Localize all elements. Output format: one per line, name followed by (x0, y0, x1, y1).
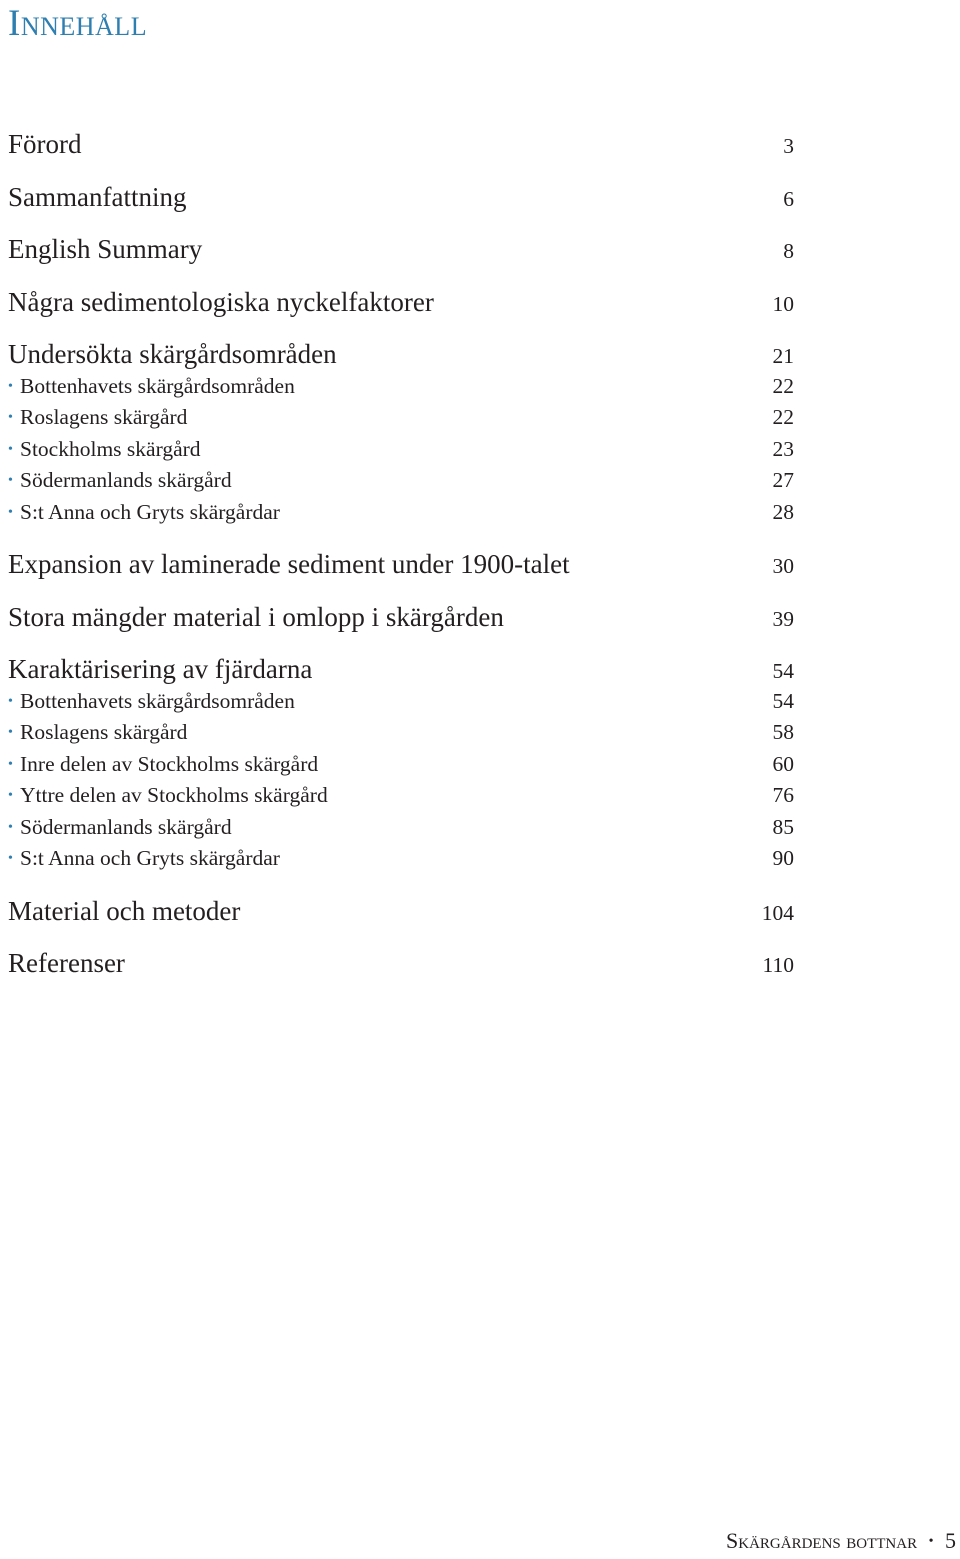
toc-entry[interactable] (8, 591, 794, 644)
toc-entry-label (8, 171, 186, 223)
toc-entry-page: 22 (772, 373, 794, 398)
toc-entry-page: 28 (772, 499, 794, 524)
toc-entry-text: Sammanfattning (8, 181, 187, 212)
toc-entry-label (8, 843, 280, 877)
toc-entry-page: 23 (772, 436, 794, 461)
toc-entry-page: 3 (783, 134, 794, 158)
toc-subentry[interactable] (8, 717, 794, 749)
toc-entry[interactable] (8, 538, 794, 591)
toc-entry-label (8, 402, 187, 436)
toc-entry-text: Stora mängder material i omlopp i skärgården (8, 601, 504, 632)
toc-entry-text: Bottenhavets skärgårdsområden (20, 373, 295, 398)
toc-entry-label (8, 538, 570, 590)
toc-entry-page: 10 (772, 291, 794, 316)
toc-subentry[interactable] (8, 749, 794, 781)
footer-page-number: 5 (945, 1528, 956, 1553)
toc-entry-page: 22 (772, 405, 794, 429)
toc-entry-label (8, 885, 240, 937)
table-of-contents (8, 118, 794, 990)
bullet-icon: • (8, 693, 13, 709)
toc-entry-page: 27 (772, 468, 794, 492)
toc-entry-text: Karaktärisering av fjärdarna (8, 654, 313, 684)
toc-entry-text: Referenser (8, 948, 125, 978)
toc-entry-label (8, 686, 295, 720)
toc-entry-label (8, 780, 328, 814)
toc-entry-text: Roslagens skärgård (20, 720, 188, 744)
toc-entry-text: Material och metoder (8, 895, 241, 926)
bullet-icon: • (8, 725, 13, 740)
toc-entry-text: S:t Anna och Gryts skärgårdar (20, 499, 280, 524)
toc-entry-page: 39 (772, 606, 794, 631)
toc-entry-text: Södermanlands skärgård (20, 814, 232, 839)
toc-entry-label (8, 497, 280, 531)
toc-entry-label (8, 591, 504, 643)
toc-entry-label (8, 371, 295, 405)
footer-separator: • (928, 1534, 934, 1549)
toc-entry-page: 21 (772, 344, 794, 368)
toc-subentry[interactable] (8, 812, 794, 844)
toc-entry-page: 104 (761, 900, 794, 925)
toc-entry-text: Bottenhavets skärgårdsområden (20, 688, 295, 713)
toc-entry-text: Inre delen av Stockholms skärgård (20, 751, 319, 776)
toc-entry-text: Stockholms skärgård (20, 436, 201, 461)
toc-entry[interactable] (8, 937, 794, 990)
toc-subentry[interactable] (8, 843, 794, 875)
footer-book-title: Skärgårdens bottnar (726, 1528, 918, 1553)
toc-entry[interactable] (8, 276, 794, 329)
toc-entry-label (8, 276, 434, 328)
toc-subentry[interactable] (8, 780, 794, 812)
toc-entry-label (8, 812, 232, 846)
toc-subentry[interactable] (8, 686, 794, 718)
toc-entry-text: Förord (8, 129, 82, 159)
toc-entry-text: Roslagens skärgård (20, 405, 188, 429)
toc-entry-page: 54 (772, 688, 794, 713)
toc-entry-label (8, 749, 318, 783)
toc-entry-page: 58 (772, 720, 794, 744)
toc-subentry[interactable] (8, 402, 794, 434)
toc-entry[interactable] (8, 885, 794, 938)
toc-entry-page: 90 (772, 846, 794, 870)
toc-entry-label (8, 465, 232, 499)
bullet-icon: • (8, 819, 13, 835)
toc-entry-text: Södermanlands skärgård (20, 468, 232, 492)
bullet-icon: • (8, 504, 13, 520)
bullet-icon: • (8, 788, 13, 803)
toc-subentry[interactable] (8, 465, 794, 497)
page-footer (726, 1527, 956, 1559)
toc-entry[interactable] (8, 118, 794, 171)
toc-entry-text: Yttre delen av Stockholms skärgård (20, 783, 328, 807)
bullet-icon: • (8, 410, 13, 425)
bullet-icon: • (8, 756, 13, 772)
toc-entry-label (8, 434, 201, 468)
bullet-icon: • (8, 851, 13, 866)
toc-entry-page: 54 (772, 659, 794, 683)
toc-entry-page: 85 (772, 814, 794, 839)
toc-entry[interactable] (8, 171, 794, 224)
toc-entry-page: 6 (783, 186, 794, 211)
bullet-icon: • (8, 378, 13, 394)
toc-entry-label (8, 937, 125, 989)
toc-entry-page: 110 (762, 953, 794, 977)
toc-entry-text: S:t Anna och Gryts skärgårdar (20, 846, 280, 870)
bullet-icon: • (8, 473, 13, 488)
toc-entry-page: 8 (783, 239, 794, 263)
bullet-icon: • (8, 441, 13, 457)
toc-subentry[interactable] (8, 371, 794, 403)
toc-entry-page: 30 (772, 554, 794, 578)
page-title: Innehåll (8, 3, 148, 44)
toc-entry-text: Undersökta skärgårdsområden (8, 339, 337, 369)
toc-entry-label (8, 223, 202, 275)
toc-entry[interactable] (8, 223, 794, 276)
toc-entry-page: 60 (772, 751, 794, 776)
toc-entry-text: English Summary (8, 234, 203, 264)
toc-subentry[interactable] (8, 497, 794, 529)
toc-entry-text: Expansion av laminerade sediment under 1900-talet (8, 549, 570, 579)
toc-entry-label (8, 118, 82, 170)
toc-entry-label (8, 717, 187, 751)
toc-entry-text: Några sedimentologiska nyckelfaktorer (8, 286, 434, 317)
toc-entry-page: 76 (772, 783, 794, 807)
toc-subentry[interactable] (8, 434, 794, 466)
